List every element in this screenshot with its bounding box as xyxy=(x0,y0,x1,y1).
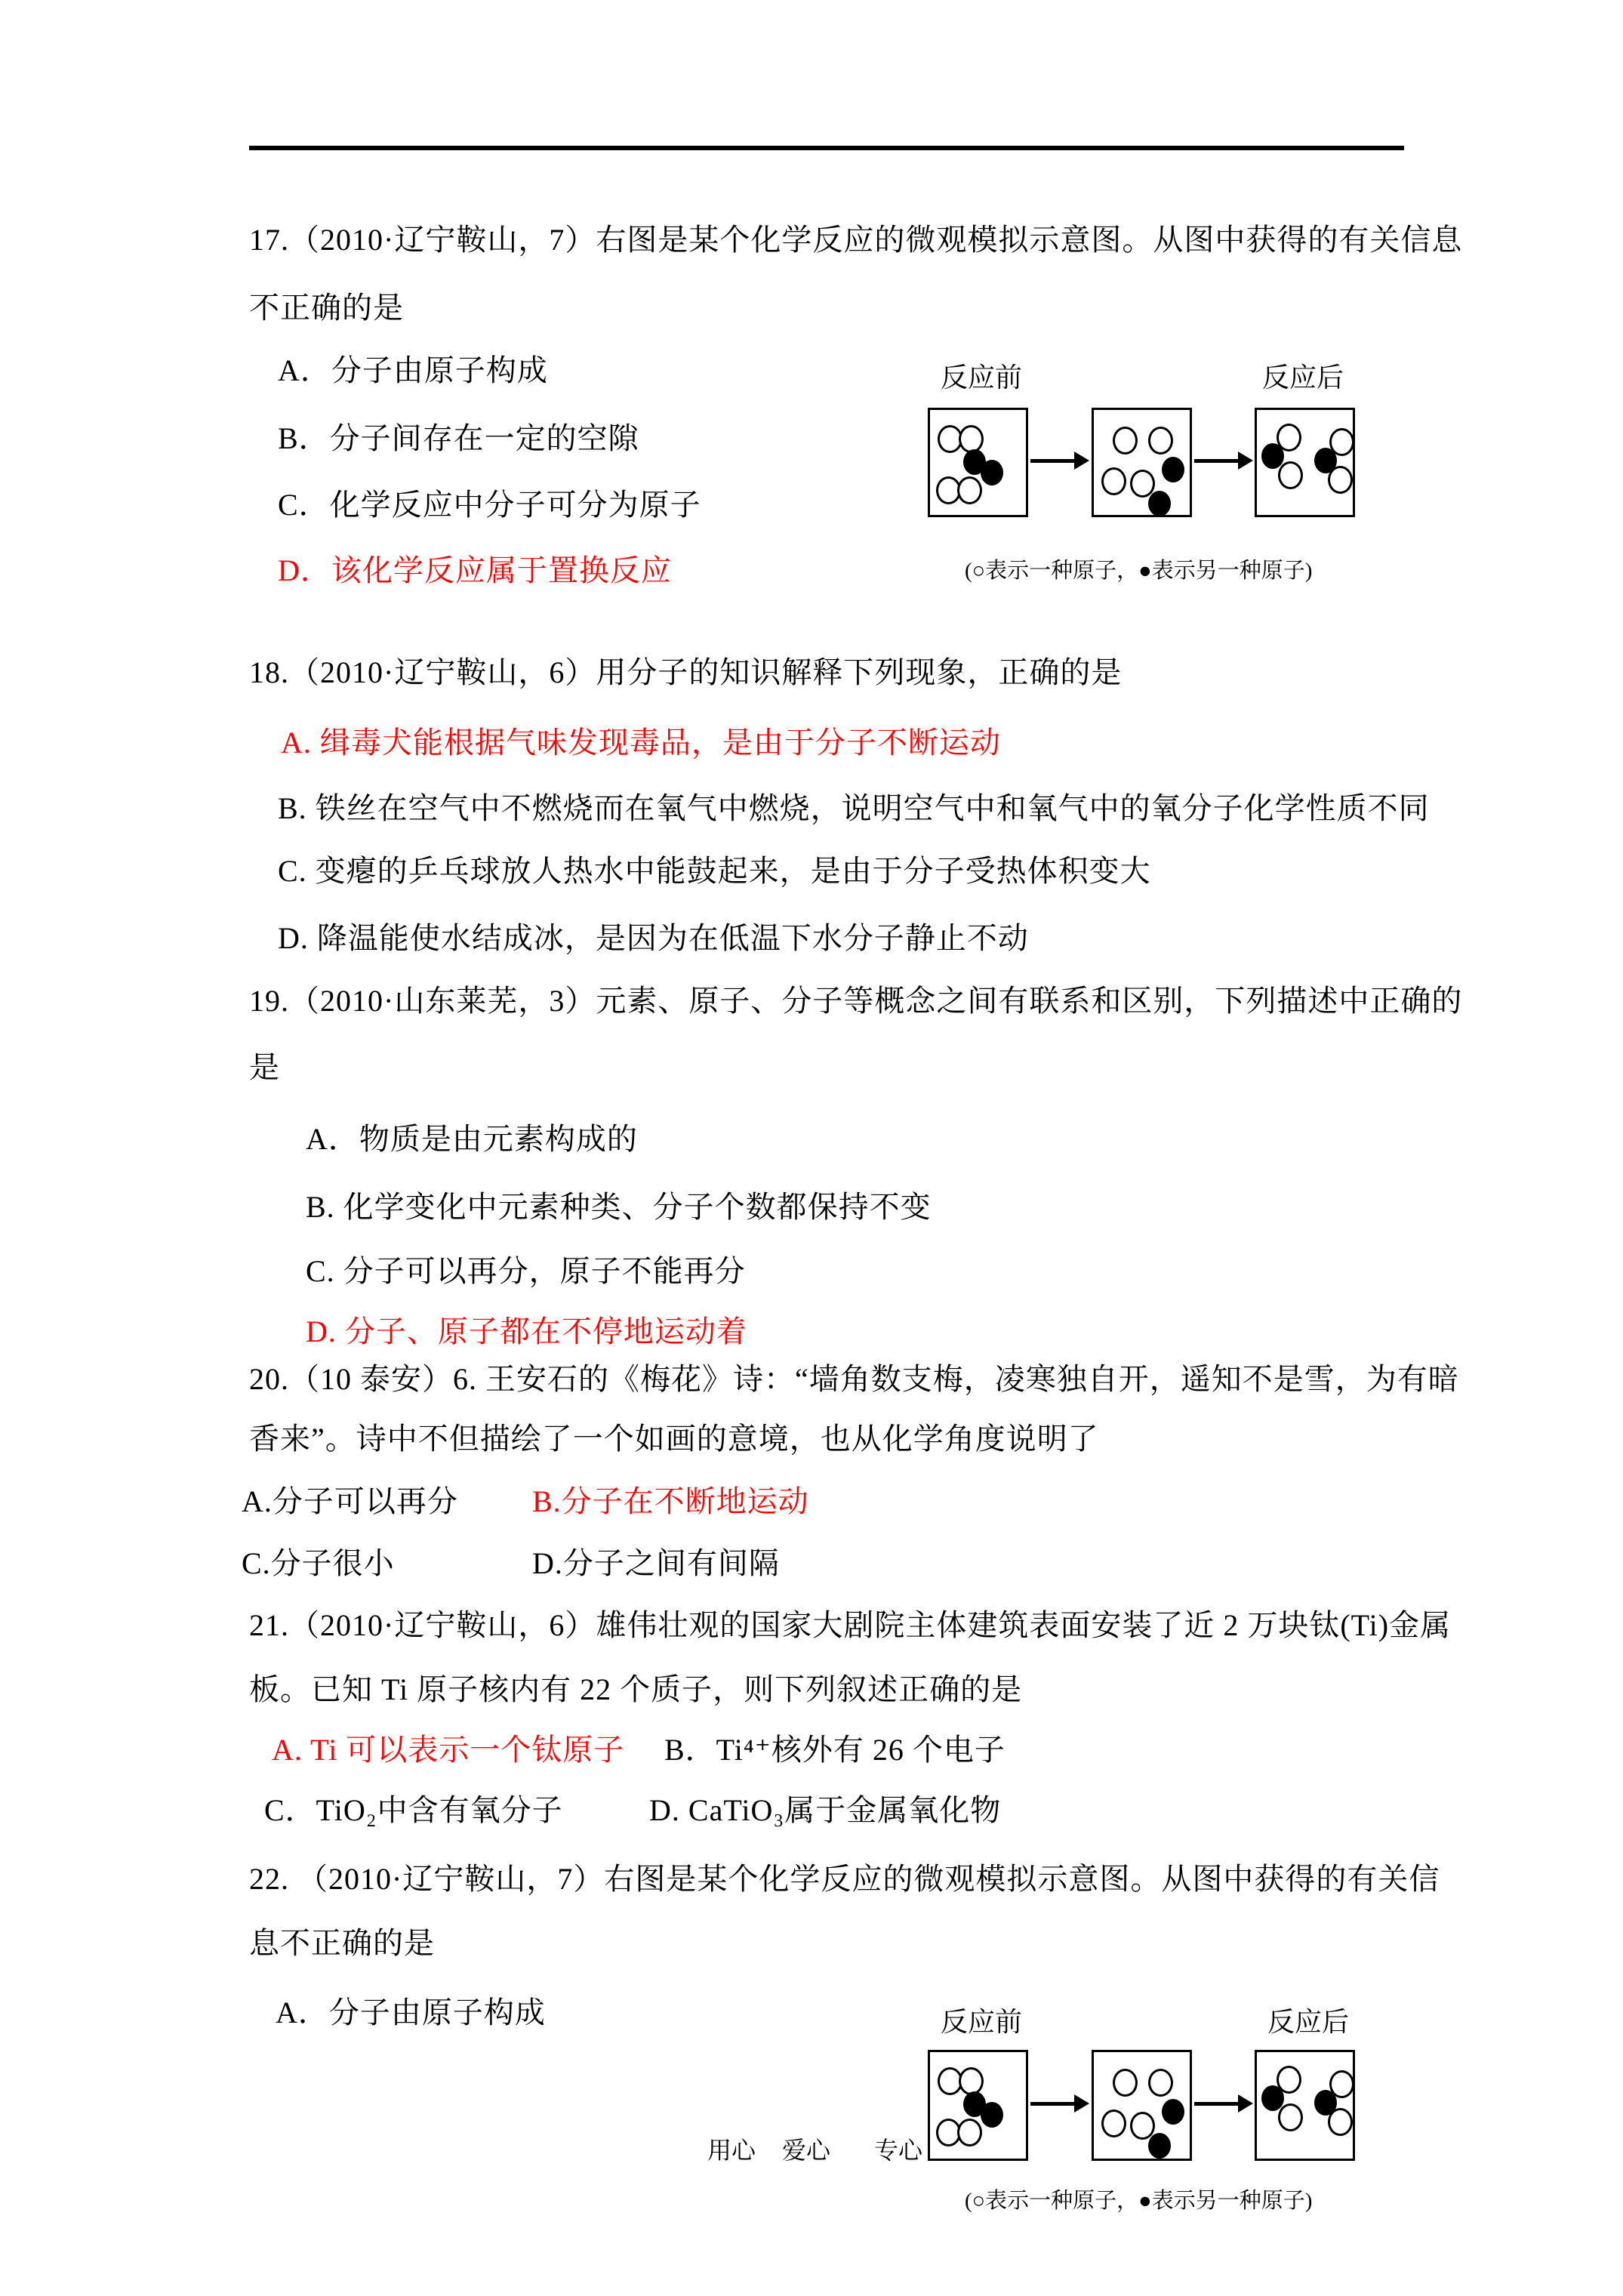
footer-motto-1: 用心 xyxy=(707,2137,756,2164)
black-atom-icon xyxy=(1148,2133,1171,2159)
diagram-legend-caption: (○表示一种原子，●表示另一种原子) xyxy=(965,2189,1313,2213)
white-atom-icon xyxy=(1113,427,1138,455)
white-atom-icon xyxy=(1101,2110,1126,2137)
question-20-option-c: C.分子很小 xyxy=(242,1546,395,1580)
question-17-option-a: A．分子由原子构成 xyxy=(278,353,548,387)
white-atom-icon xyxy=(959,2067,984,2095)
reaction-arrow-icon xyxy=(1194,2102,1240,2106)
footer-motto-3: 专心 xyxy=(874,2137,923,2164)
black-atom-icon xyxy=(981,2102,1003,2128)
question-18-option-a-answer: A. 缉毒犬能根据气味发现毒品，是由于分子不断运动 xyxy=(281,726,1001,760)
question-20-line-2: 香来”。诗中不但描绘了一个如画的意境，也从化学角度说明了 xyxy=(249,1422,1099,1456)
white-atom-icon xyxy=(1148,427,1173,455)
diagram-box-before xyxy=(928,408,1028,517)
white-atom-icon xyxy=(957,2119,982,2147)
reaction-arrow-icon xyxy=(1030,2102,1076,2106)
question-19-line-1: 19.（2010·山东莱芜，3）元素、原子、分子等概念之间有联系和区别，下列描述中正确的 xyxy=(249,984,1463,1018)
question-18-line-1: 18.（2010·辽宁鞍山，6）用分子的知识解释下列现象，正确的是 xyxy=(249,655,1123,689)
question-17-line-1: 17.（2010·辽宁鞍山，7）右图是某个化学反应的微观模拟示意图。从图中获得的有关信息 xyxy=(249,223,1463,257)
diagram-box-after xyxy=(1255,2050,1355,2161)
white-atom-icon xyxy=(959,425,984,453)
question-20-line-1: 20.（10 泰安）6. 王安石的《梅花》诗：“墙角数支梅，凌寒独自开，遥知不是雪，为有暗 xyxy=(249,1362,1459,1396)
white-atom-icon xyxy=(1101,467,1126,495)
white-atom-icon xyxy=(1113,2069,1138,2097)
after-reaction-label: 反应后 xyxy=(1267,2007,1350,2037)
question-18-option-d: D. 降温能使水结成冰，是因为在低温下水分子静止不动 xyxy=(278,921,1029,955)
question-18-option-c: C. 变瘪的乒乓球放人热水中能鼓起来，是由于分子受热体积变大 xyxy=(278,854,1151,888)
question-19-line-2: 是 xyxy=(249,1050,280,1084)
question-17-option-c: C．化学反应中分子可分为原子 xyxy=(278,488,701,522)
white-atom-icon xyxy=(1328,466,1353,494)
header-divider-line xyxy=(249,146,1404,150)
question-21-option-c: C．TiO₂中含有氧分子 xyxy=(264,1793,563,1827)
diagram-legend-caption: (○表示一种原子，●表示另一种原子) xyxy=(965,559,1313,583)
question-21-line-2: 板。已知 Ti 原子核内有 22 个质子，则下列叙述正确的是 xyxy=(249,1672,1023,1706)
after-reaction-label: 反应后 xyxy=(1262,362,1344,393)
question-19-option-d-answer: D. 分子、原子都在不停地运动着 xyxy=(306,1314,747,1348)
diagram-box-before xyxy=(928,2050,1028,2161)
question-19-option-c: C. 分子可以再分，原子不能再分 xyxy=(306,1254,746,1288)
question-21-option-d: D. CaTiO₃属于金属氧化物 xyxy=(649,1793,1002,1827)
question-20-option-d: D.分子之间有间隔 xyxy=(532,1546,780,1580)
reaction-arrow-icon xyxy=(1194,459,1240,463)
diagram-box-middle xyxy=(1092,408,1192,517)
question-22-line-2: 息不正确的是 xyxy=(249,1926,435,1960)
black-atom-icon xyxy=(1148,491,1171,516)
white-atom-icon xyxy=(1278,461,1303,489)
before-reaction-label: 反应前 xyxy=(941,2007,1023,2037)
black-atom-icon xyxy=(1162,2099,1184,2125)
question-20-option-b-answer: B.分子在不断地运动 xyxy=(532,1484,809,1518)
white-atom-icon xyxy=(957,476,982,504)
diagram-box-middle xyxy=(1092,2050,1192,2161)
question-19-option-a: A．物质是由元素构成的 xyxy=(306,1122,638,1156)
question-22-line-1: 22. （2010·辽宁鞍山，7）右图是某个化学反应的微观模拟示意图。从图中获得的有关信 xyxy=(249,1862,1440,1896)
reaction-arrow-icon xyxy=(1030,459,1076,463)
question-22-option-a: A．分子由原子构成 xyxy=(276,1996,546,2029)
question-19-option-b: B. 化学变化中元素种类、分子个数都保持不变 xyxy=(306,1190,932,1224)
white-atom-icon xyxy=(1148,2069,1173,2097)
question-18-option-b: B. 铁丝在空气中不燃烧而在氧气中燃烧，说明空气中和氧气中的氧分子化学性质不同 xyxy=(278,791,1430,825)
question-17-option-b: B．分子间存在一定的空隙 xyxy=(278,421,639,455)
footer-motto-2: 爱心 xyxy=(782,2137,831,2164)
black-atom-icon xyxy=(981,460,1003,485)
black-atom-icon xyxy=(1162,457,1184,482)
diagram-box-after xyxy=(1255,408,1355,517)
before-reaction-label: 反应前 xyxy=(941,362,1023,393)
white-atom-icon xyxy=(1328,2108,1353,2136)
question-21-option-a-answer: A. Ti 可以表示一个钛原子 xyxy=(272,1733,625,1767)
question-21-option-b: B．Ti⁴⁺核外有 26 个电子 xyxy=(664,1733,1006,1767)
question-17-option-d-answer: D．该化学反应属于置换反应 xyxy=(278,553,672,587)
question-17-line-2: 不正确的是 xyxy=(249,291,404,325)
white-atom-icon xyxy=(1278,2103,1303,2131)
question-21-line-1: 21.（2010·辽宁鞍山，6）雄伟壮观的国家大剧院主体建筑表面安装了近 2 万块钛(Ti)金属 xyxy=(249,1608,1452,1642)
question-20-option-a: A.分子可以再分 xyxy=(242,1484,458,1518)
